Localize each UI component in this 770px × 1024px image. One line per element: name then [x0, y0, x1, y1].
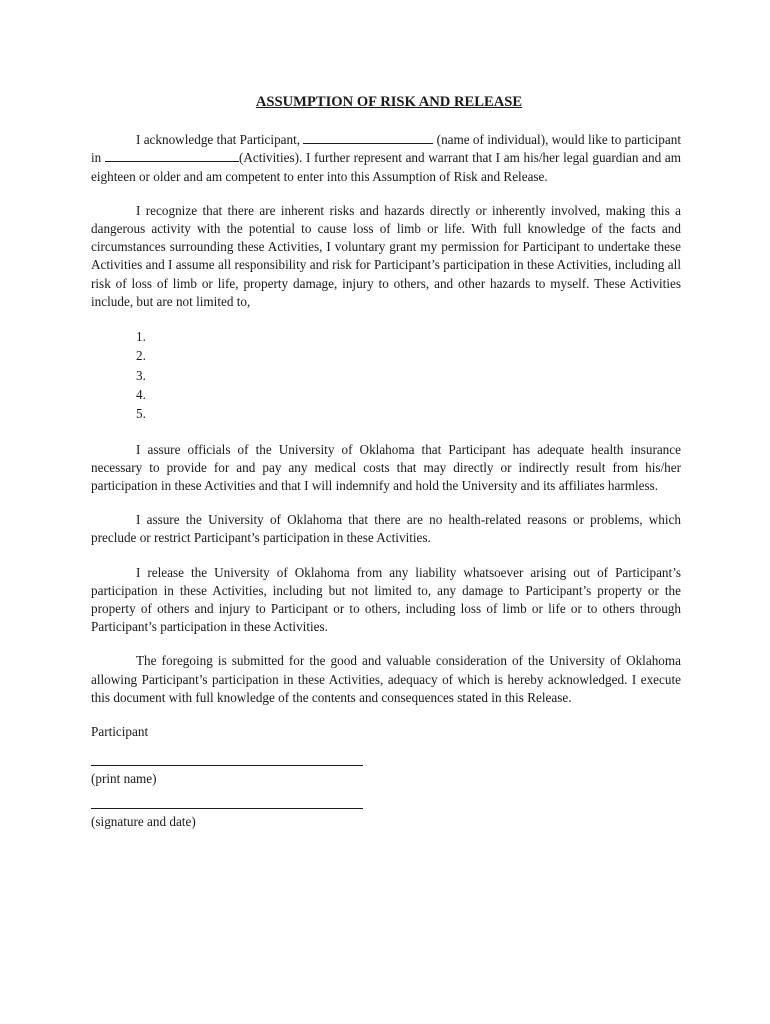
- paragraph-recognition: I recognize that there are inherent risks and hazards directly or inherently involved, making this a dangerous activity with the potential to cause loss of limb or life. With full knowledge of the facts and circumstances surrounding these Activities, I voluntary grant my permission for Participant to undertake these Activities and I assume all responsibility and risk for Participant’s participation in these Activities, including all risk of loss of limb or life, property damage, injury to others, and other hazards to myself. These Activities include, but are not limited to,: [91, 202, 681, 309]
- signature-line[interactable]: [91, 808, 363, 809]
- paragraph-insurance: I assure officials of the University of Oklahoma that Participant has adequate health insurance necessary to provide for and pay any medical costs that may directly or indirectly result from his/her participation in these Activities and that I will indemnify and hold the University and its affiliates harmless.: [91, 441, 681, 493]
- list-item: 4.: [136, 386, 146, 402]
- signature-caption: (signature and date): [91, 814, 196, 830]
- paragraph-acknowledgement-middle: (name of individual), would like to participant in: [91, 132, 681, 166]
- print-name-caption: (print name): [91, 771, 157, 787]
- print-name-block: [91, 765, 681, 788]
- paragraph-consideration: The foregoing is submitted for the good and valuable consideration of the University of Oklahoma allowing Participant’s participation in these Activities, adequacy of which is hereby acknowledged. I execute this document with full knowledge of the contents and consequences stated in this Release.: [91, 653, 681, 705]
- activities-list: [91, 327, 681, 423]
- list-item: 2.: [136, 348, 146, 364]
- list-item: 1.: [136, 329, 146, 345]
- paragraph-health: I assure the University of Oklahoma that there are no health-related reasons or problems, which preclude or restrict Participant’s participation in these Activities.: [91, 512, 681, 546]
- paragraph-acknowledgement-intro: I acknowledge that Participant,: [136, 132, 304, 148]
- list-item: 3.: [136, 367, 146, 383]
- participant-label: Participant: [91, 723, 149, 739]
- print-name-line[interactable]: [91, 765, 363, 766]
- paragraph-acknowledgement-end: (Activities). I further represent and warrant that I am his/her legal guardian and am eighteen or older and am competent to enter into this Assumption of Risk and Release.: [91, 150, 681, 184]
- signature-block: [91, 808, 681, 831]
- name-of-individual-blank[interactable]: [303, 131, 433, 144]
- paragraph-release: I release the University of Oklahoma from any liability whatsoever arising out of Participant’s participation in these Activities, including but not limited to, any damage to Participant’s property or the property of others and injury to Participant or to others, including loss of limb or life or to others through Participant’s participation in these Activities.: [91, 564, 681, 635]
- paragraph-acknowledgement: [91, 131, 681, 186]
- document-title: ASSUMPTION OF RISK AND RELEASE: [255, 94, 523, 110]
- document-page: [91, 93, 681, 851]
- activities-blank[interactable]: [105, 149, 239, 162]
- list-item: 5.: [136, 406, 146, 422]
